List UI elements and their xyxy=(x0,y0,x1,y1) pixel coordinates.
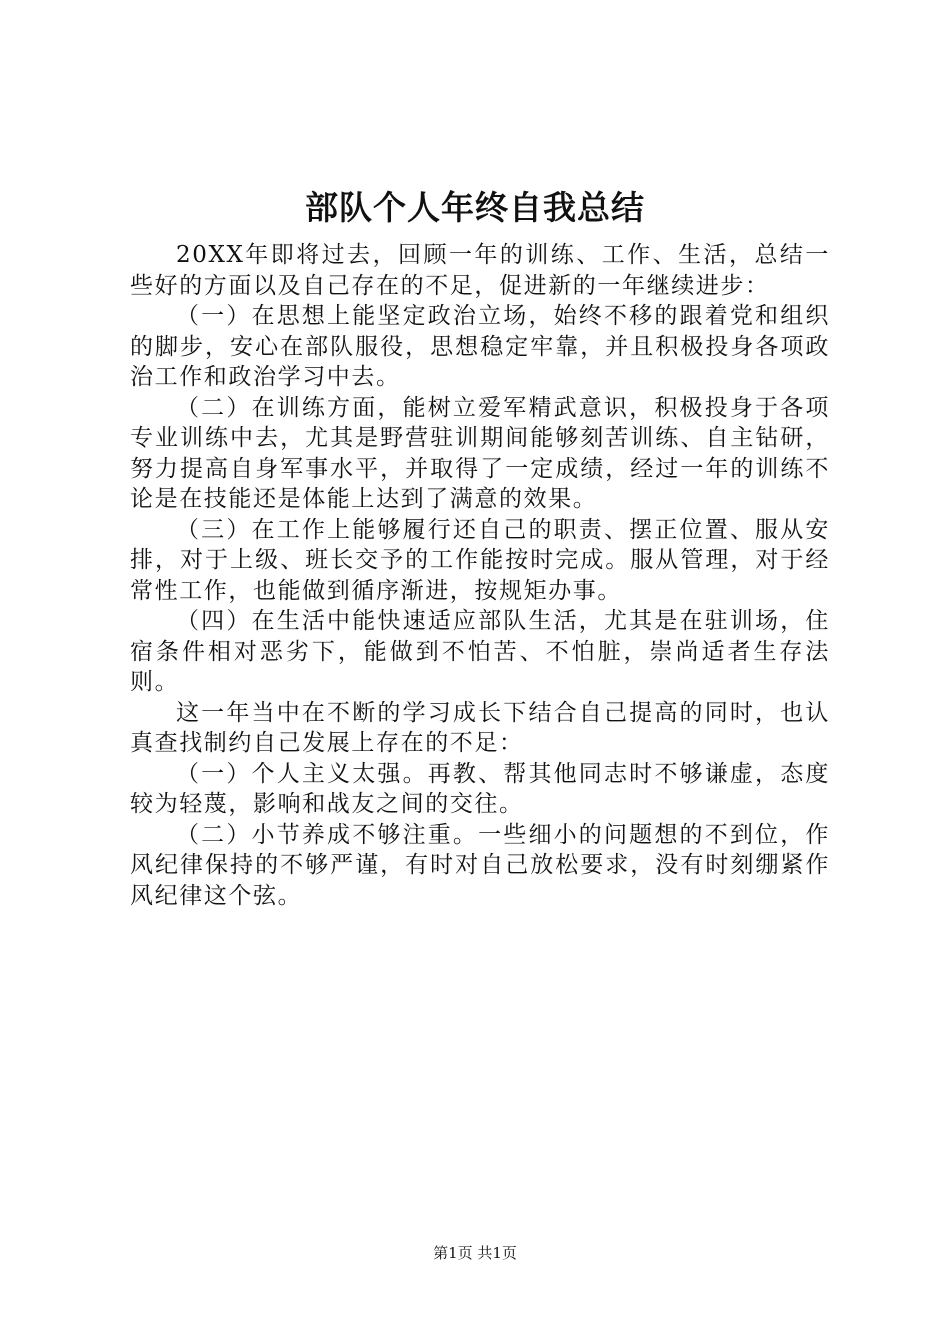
page-footer: 第1页 共1页 xyxy=(433,1244,517,1262)
shortcoming-individualism: （一）个人主义太强。再教、帮其他同志时不够谦虚，态度较为轻蔑，影响和战友之间的交往。 xyxy=(130,760,830,817)
document-body xyxy=(130,240,830,911)
shortcomings-intro-paragraph: 这一年当中在不断的学习成长下结合自己提高的同时，也认真查找制约自己发展上存在的不足： xyxy=(130,699,830,756)
paragraph-work: （三）在工作上能够履行还自己的职责、摆正位置、服从安排，对于上级、班长交予的工作能按时完成。服从管理，对于经常性工作，也能做到循序渐进，按规矩办事。 xyxy=(130,516,830,604)
document-title: 部队个人年终自我总结 xyxy=(305,188,645,227)
paragraph-training: （二）在训练方面，能树立爱军精武意识，积极投身于各项专业训练中去，尤其是野营驻训期间能够刻苦训练、自主钻研，努力提高自身军事水平，并取得了一定成绩，经过一年的训练不论是在技能还是体能上达到了满意的效果。 xyxy=(130,394,830,512)
shortcoming-details: （二）小节养成不够注重。一些细小的问题想的不到位，作风纪律保持的不够严谨，有时对自己放松要求，没有时刻绷紧作风纪律这个弦。 xyxy=(130,821,830,909)
intro-paragraph: 20XX年即将过去，回顾一年的训练、工作、生活，总结一些好的方面以及自己存在的不足，促进新的一年继续进步： xyxy=(130,242,830,299)
paragraph-life: （四）在生活中能快速适应部队生活，尤其是在驻训场，住宿条件相对恶劣下，能做到不怕苦、不怕脏，崇尚适者生存法则。 xyxy=(130,608,830,695)
paragraph-ideology: （一）在思想上能坚定政治立场，始终不移的跟着党和组织的脚步，安心在部队服役，思想稳定牢靠，并且积极投身各项政治工作和政治学习中去。 xyxy=(130,303,830,390)
